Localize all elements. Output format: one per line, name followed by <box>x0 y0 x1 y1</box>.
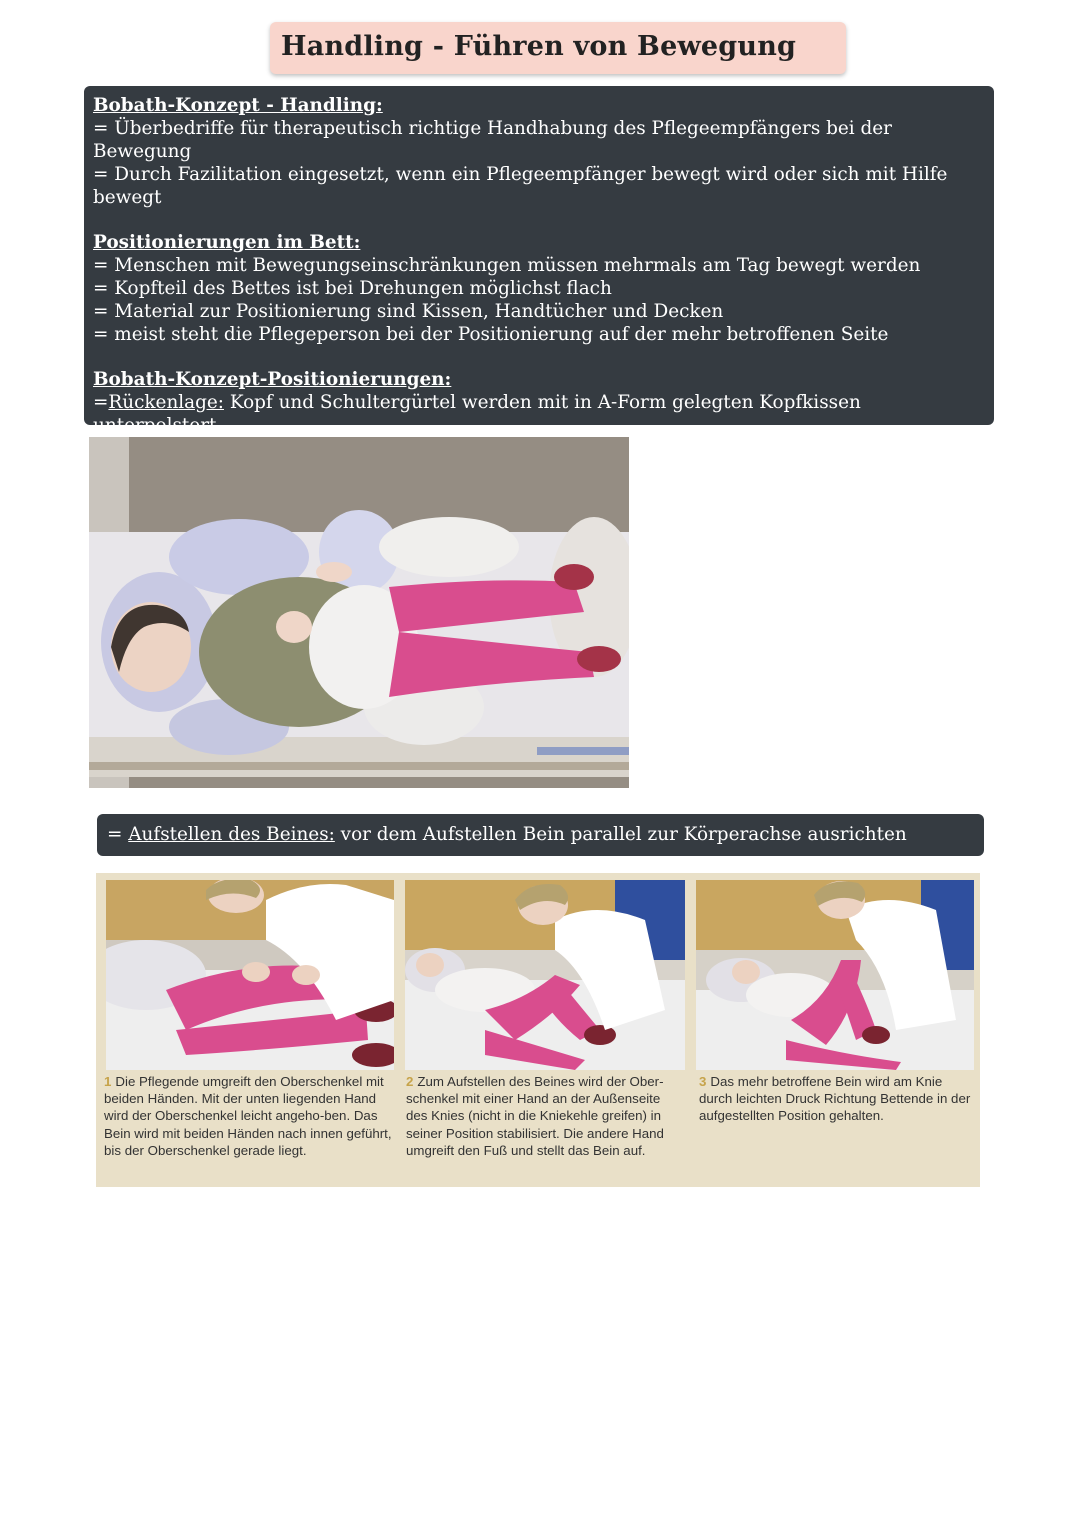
strip-term: Aufstellen des Beines: <box>128 824 335 845</box>
positionierung-line-3: = Material zur Positionierung sind Kissen, Handtücher und Decken <box>93 301 724 322</box>
step-2-illustration <box>405 880 685 1070</box>
step-text-2: Zum Aufstellen des Beines wird der Ober-schenkel mit einer Hand an der Außenseite des Knies (nicht in die Kniekehle greifen) in seiner Position stabilisiert. Die andere Hand umgreift den Fuß und stellt das Bein auf. <box>406 1074 664 1158</box>
step-caption-1 <box>104 1073 394 1159</box>
rueckenlage-line <box>93 391 985 437</box>
title-banner <box>270 22 846 74</box>
section-heading-bobath-positionierungen: Bobath-Konzept-Positionierungen: <box>93 369 452 390</box>
positionierung-line-2: = Kopfteil des Bettes ist bei Drehungen möglichst flach <box>93 278 612 299</box>
strip-text: vor dem Aufstellen Bein parallel zur Körperachse ausrichten <box>334 824 907 845</box>
step-photo-2 <box>405 880 685 1070</box>
step-caption-3 <box>699 1073 974 1125</box>
handling-line-2: = Durch Fazilitation eingesetzt, wenn ein Pflegeempfänger bewegt wird oder sich mit Hilfe bewegt <box>93 164 948 208</box>
rueckenlage-prefix: = <box>93 392 109 413</box>
aufstellen-strip <box>97 814 984 856</box>
step-3-illustration <box>696 880 974 1070</box>
rueckenlage-text: Kopf und Schultergürtel werden mit in A-Form gelegten Kopfkissen unterpolstert <box>93 392 861 436</box>
photo-rueckenlage <box>89 437 629 788</box>
step-photo-1 <box>106 880 394 1070</box>
step-text-1: Die Pflegende umgreift den Oberschenkel mit beiden Händen. Mit der unten liegenden Hand wird der Oberschenkel leicht angeho-ben. Das Bein wird mit beiden Händen nach innen geführt, bis der Oberschenkel gerade liegt. <box>104 1074 392 1158</box>
section-heading-positionierungen: Positionierungen im Bett: <box>93 232 361 253</box>
step-1-illustration <box>106 880 394 1070</box>
info-panel <box>84 86 994 436</box>
step-photo-3 <box>696 880 974 1070</box>
page-title: Handling - Führen von Bewegung <box>281 31 797 62</box>
strip-prefix: = <box>107 824 129 845</box>
rueckenlage-term: Rückenlage: <box>108 392 224 413</box>
step-number-2: 2 <box>406 1074 414 1089</box>
handling-line-1: = Überbedriffe für therapeutisch richtige Handhabung des Pflegeempfängers bei der Bewegung <box>93 118 892 162</box>
positionierung-line-4: = meist steht die Pflegeperson bei der Positionierung auf der mehr betroffenen Seite <box>93 324 889 345</box>
step-text-3: Das mehr betroffene Bein wird am Knie durch leichten Druck Richtung Bettende in der aufgestellten Position gehalten. <box>699 1074 971 1124</box>
step-number-1: 1 <box>104 1074 112 1089</box>
step-caption-2 <box>406 1073 684 1159</box>
rueckenlage-illustration <box>89 437 629 788</box>
aufstellen-photo-grid <box>96 873 980 1187</box>
step-number-3: 3 <box>699 1074 707 1089</box>
positionierung-line-1: = Menschen mit Bewegungseinschränkungen müssen mehrmals am Tag bewegt werden <box>93 255 921 276</box>
section-heading-handling: Bobath-Konzept - Handling: <box>93 95 383 116</box>
